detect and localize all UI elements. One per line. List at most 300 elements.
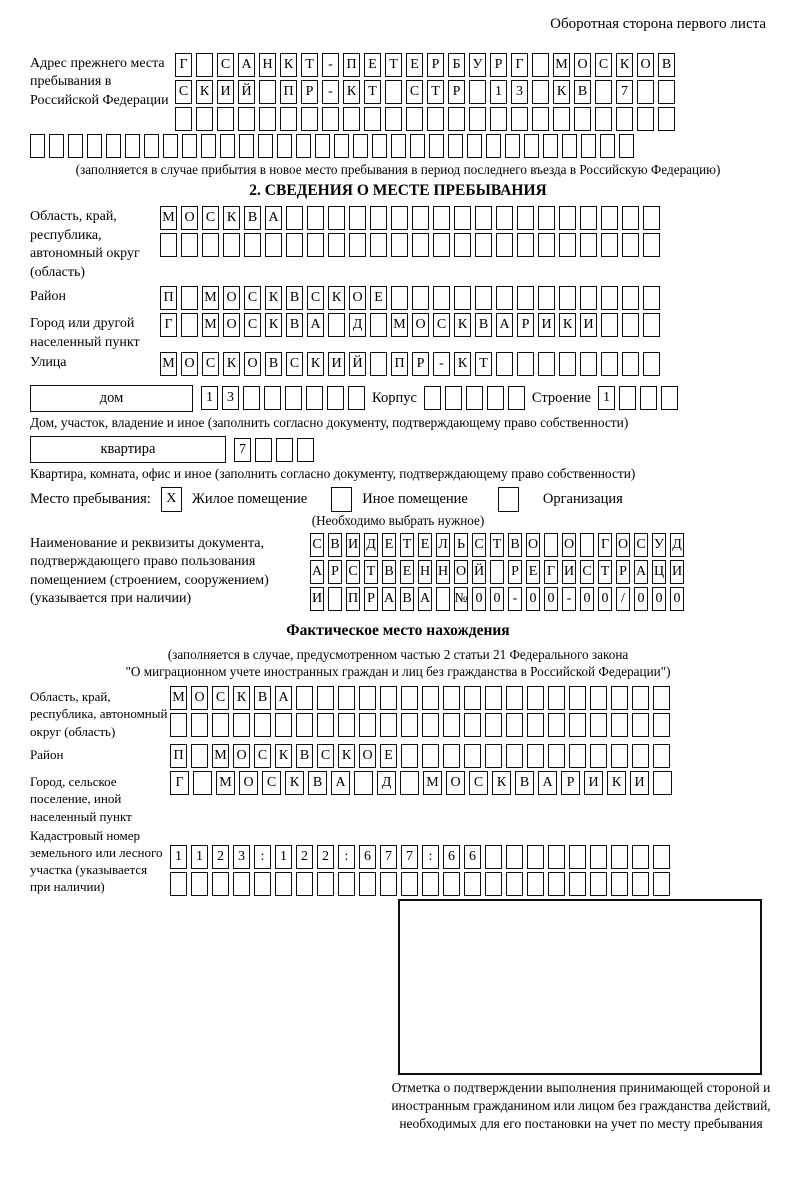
char-cell[interactable] <box>370 233 387 257</box>
char-cell[interactable]: С <box>286 352 303 376</box>
char-cell[interactable] <box>315 134 330 158</box>
char-cell[interactable]: В <box>254 686 271 710</box>
char-cell[interactable]: К <box>492 771 511 795</box>
char-cell[interactable]: 1 <box>598 386 615 410</box>
char-cell[interactable] <box>622 233 639 257</box>
char-cell[interactable]: 0 <box>544 587 558 611</box>
char-cell[interactable]: Л <box>436 533 450 557</box>
char-cell[interactable] <box>653 686 670 710</box>
char-cell[interactable]: 6 <box>443 845 460 869</box>
char-cell[interactable] <box>632 872 649 896</box>
char-cell[interactable] <box>590 686 607 710</box>
char-cell[interactable]: Т <box>475 352 492 376</box>
char-cell[interactable] <box>258 134 273 158</box>
char-cell[interactable]: Г <box>170 771 189 795</box>
char-cell[interactable] <box>443 872 460 896</box>
char-cell[interactable]: Р <box>448 80 465 104</box>
char-cell[interactable]: - <box>322 53 339 77</box>
char-cell[interactable] <box>632 713 649 737</box>
char-cell[interactable] <box>307 206 324 230</box>
char-cell[interactable] <box>653 845 670 869</box>
char-cell[interactable] <box>400 771 419 795</box>
char-cell[interactable]: 3 <box>511 80 528 104</box>
char-cell[interactable]: / <box>616 587 630 611</box>
char-cell[interactable] <box>532 80 549 104</box>
char-cell[interactable]: 6 <box>359 845 376 869</box>
char-cell[interactable] <box>433 233 450 257</box>
char-cell[interactable]: К <box>275 744 292 768</box>
char-cell[interactable] <box>359 872 376 896</box>
char-cell[interactable]: С <box>254 744 271 768</box>
char-cell[interactable]: К <box>265 313 282 337</box>
char-cell[interactable] <box>643 286 660 310</box>
char-cell[interactable] <box>306 386 323 410</box>
char-cell[interactable]: - <box>508 587 522 611</box>
char-cell[interactable] <box>485 845 502 869</box>
char-cell[interactable] <box>469 80 486 104</box>
char-cell[interactable] <box>380 872 397 896</box>
char-cell[interactable] <box>538 233 555 257</box>
char-cell[interactable] <box>191 713 208 737</box>
char-cell[interactable] <box>517 286 534 310</box>
char-cell[interactable] <box>622 352 639 376</box>
char-cell[interactable] <box>580 533 594 557</box>
char-cell[interactable] <box>301 107 318 131</box>
char-cell[interactable]: В <box>382 560 396 584</box>
char-cell[interactable] <box>569 845 586 869</box>
char-cell[interactable] <box>590 845 607 869</box>
char-cell[interactable] <box>653 771 672 795</box>
char-cell[interactable] <box>581 134 596 158</box>
char-cell[interactable] <box>170 872 187 896</box>
char-cell[interactable] <box>254 713 271 737</box>
char-cell[interactable]: А <box>307 313 324 337</box>
char-cell[interactable] <box>643 313 660 337</box>
char-cell[interactable]: М <box>423 771 442 795</box>
char-cell[interactable]: Г <box>160 313 177 337</box>
checkbox-other-premises[interactable] <box>331 487 352 512</box>
char-cell[interactable]: Т <box>598 560 612 584</box>
char-cell[interactable]: М <box>202 313 219 337</box>
char-cell[interactable] <box>601 233 618 257</box>
char-cell[interactable]: Д <box>670 533 684 557</box>
char-cell[interactable] <box>595 107 612 131</box>
char-cell[interactable] <box>196 107 213 131</box>
char-cell[interactable] <box>485 744 502 768</box>
checkbox-residential[interactable]: X <box>161 487 182 512</box>
char-cell[interactable] <box>619 386 636 410</box>
char-cell[interactable]: С <box>217 53 234 77</box>
char-cell[interactable]: С <box>472 533 486 557</box>
char-cell[interactable] <box>191 872 208 896</box>
char-cell[interactable]: В <box>475 313 492 337</box>
char-cell[interactable] <box>595 80 612 104</box>
char-cell[interactable] <box>653 713 670 737</box>
char-cell[interactable]: Т <box>364 560 378 584</box>
char-cell[interactable]: А <box>331 771 350 795</box>
char-cell[interactable] <box>454 206 471 230</box>
char-cell[interactable]: П <box>343 53 360 77</box>
char-cell[interactable]: С <box>595 53 612 77</box>
char-cell[interactable]: Т <box>301 53 318 77</box>
char-cell[interactable] <box>448 134 463 158</box>
char-cell[interactable] <box>517 206 534 230</box>
char-cell[interactable]: О <box>526 533 540 557</box>
char-cell[interactable] <box>653 872 670 896</box>
char-cell[interactable] <box>464 872 481 896</box>
char-cell[interactable]: М <box>212 744 229 768</box>
char-cell[interactable] <box>562 134 577 158</box>
char-cell[interactable] <box>464 713 481 737</box>
char-cell[interactable] <box>559 233 576 257</box>
char-cell[interactable]: О <box>616 533 630 557</box>
char-cell[interactable] <box>653 744 670 768</box>
char-cell[interactable]: И <box>328 352 345 376</box>
char-cell[interactable] <box>658 80 675 104</box>
char-cell[interactable] <box>49 134 64 158</box>
char-cell[interactable]: А <box>418 587 432 611</box>
char-cell[interactable]: Г <box>511 53 528 77</box>
char-cell[interactable]: П <box>280 80 297 104</box>
char-cell[interactable]: В <box>296 744 313 768</box>
char-cell[interactable]: 0 <box>472 587 486 611</box>
char-cell[interactable]: П <box>346 587 360 611</box>
char-cell[interactable]: С <box>244 286 261 310</box>
char-cell[interactable] <box>517 352 534 376</box>
char-cell[interactable] <box>280 107 297 131</box>
char-cell[interactable]: Т <box>400 533 414 557</box>
char-cell[interactable] <box>238 107 255 131</box>
char-cell[interactable]: Р <box>427 53 444 77</box>
char-cell[interactable] <box>349 206 366 230</box>
char-cell[interactable]: Р <box>301 80 318 104</box>
char-cell[interactable]: 0 <box>526 587 540 611</box>
char-cell[interactable]: 1 <box>490 80 507 104</box>
char-cell[interactable] <box>619 134 634 158</box>
char-cell[interactable] <box>532 107 549 131</box>
char-cell[interactable] <box>527 872 544 896</box>
char-cell[interactable] <box>163 134 178 158</box>
char-cell[interactable] <box>370 206 387 230</box>
char-cell[interactable] <box>144 134 159 158</box>
char-cell[interactable] <box>406 107 423 131</box>
char-cell[interactable] <box>338 686 355 710</box>
char-cell[interactable] <box>429 134 444 158</box>
char-cell[interactable] <box>328 587 342 611</box>
char-cell[interactable]: О <box>574 53 591 77</box>
char-cell[interactable] <box>496 352 513 376</box>
char-cell[interactable]: - <box>562 587 576 611</box>
char-cell[interactable] <box>559 206 576 230</box>
char-cell[interactable] <box>286 233 303 257</box>
char-cell[interactable] <box>338 713 355 737</box>
char-cell[interactable]: В <box>515 771 534 795</box>
char-cell[interactable]: Г <box>175 53 192 77</box>
char-cell[interactable]: Й <box>238 80 255 104</box>
char-cell[interactable]: С <box>406 80 423 104</box>
char-cell[interactable]: - <box>322 80 339 104</box>
char-cell[interactable] <box>233 713 250 737</box>
char-cell[interactable] <box>182 134 197 158</box>
char-cell[interactable] <box>640 386 657 410</box>
char-cell[interactable]: 0 <box>670 587 684 611</box>
char-cell[interactable]: В <box>658 53 675 77</box>
char-cell[interactable] <box>548 744 565 768</box>
char-cell[interactable]: О <box>349 286 366 310</box>
char-cell[interactable]: К <box>328 286 345 310</box>
char-cell[interactable] <box>353 134 368 158</box>
char-cell[interactable] <box>632 845 649 869</box>
char-cell[interactable]: Й <box>349 352 366 376</box>
char-cell[interactable]: Б <box>448 53 465 77</box>
char-cell[interactable] <box>658 107 675 131</box>
char-cell[interactable] <box>445 386 462 410</box>
char-cell[interactable] <box>343 107 360 131</box>
char-cell[interactable]: О <box>446 771 465 795</box>
char-cell[interactable] <box>600 134 615 158</box>
char-cell[interactable] <box>372 134 387 158</box>
char-cell[interactable]: А <box>634 560 648 584</box>
char-cell[interactable] <box>349 233 366 257</box>
char-cell[interactable]: С <box>433 313 450 337</box>
char-cell[interactable]: И <box>630 771 649 795</box>
char-cell[interactable] <box>466 386 483 410</box>
char-cell[interactable]: О <box>244 352 261 376</box>
char-cell[interactable]: О <box>239 771 258 795</box>
char-cell[interactable] <box>285 386 302 410</box>
char-cell[interactable]: А <box>538 771 557 795</box>
char-cell[interactable]: Р <box>561 771 580 795</box>
char-cell[interactable]: К <box>607 771 626 795</box>
char-cell[interactable]: В <box>328 533 342 557</box>
char-cell[interactable] <box>254 872 271 896</box>
char-cell[interactable] <box>637 80 654 104</box>
char-cell[interactable]: В <box>286 286 303 310</box>
char-cell[interactable] <box>334 134 349 158</box>
char-cell[interactable]: М <box>553 53 570 77</box>
char-cell[interactable] <box>496 233 513 257</box>
char-cell[interactable] <box>574 107 591 131</box>
char-cell[interactable] <box>317 713 334 737</box>
char-cell[interactable] <box>328 233 345 257</box>
char-cell[interactable] <box>410 134 425 158</box>
char-cell[interactable]: Р <box>616 560 630 584</box>
char-cell[interactable]: Д <box>364 533 378 557</box>
char-cell[interactable] <box>317 686 334 710</box>
char-cell[interactable] <box>424 386 441 410</box>
char-cell[interactable]: С <box>212 686 229 710</box>
char-cell[interactable] <box>543 134 558 158</box>
char-cell[interactable]: И <box>310 587 324 611</box>
char-cell[interactable] <box>448 107 465 131</box>
char-cell[interactable] <box>538 206 555 230</box>
char-cell[interactable] <box>506 713 523 737</box>
char-cell[interactable]: А <box>496 313 513 337</box>
char-cell[interactable] <box>506 744 523 768</box>
char-cell[interactable]: К <box>454 313 471 337</box>
char-cell[interactable]: С <box>202 206 219 230</box>
char-cell[interactable] <box>643 352 660 376</box>
char-cell[interactable] <box>506 686 523 710</box>
char-cell[interactable] <box>259 107 276 131</box>
char-cell[interactable] <box>359 686 376 710</box>
char-cell[interactable] <box>454 286 471 310</box>
char-cell[interactable]: Р <box>517 313 534 337</box>
char-cell[interactable]: К <box>307 352 324 376</box>
char-cell[interactable] <box>181 286 198 310</box>
char-cell[interactable] <box>485 686 502 710</box>
char-cell[interactable]: М <box>216 771 235 795</box>
char-cell[interactable] <box>243 386 260 410</box>
char-cell[interactable] <box>485 713 502 737</box>
char-cell[interactable] <box>611 713 628 737</box>
char-cell[interactable]: В <box>400 587 414 611</box>
char-cell[interactable]: Д <box>377 771 396 795</box>
char-cell[interactable] <box>170 713 187 737</box>
char-cell[interactable]: А <box>275 686 292 710</box>
char-cell[interactable] <box>401 686 418 710</box>
char-cell[interactable]: 1 <box>170 845 187 869</box>
char-cell[interactable] <box>538 286 555 310</box>
char-cell[interactable] <box>354 771 373 795</box>
char-cell[interactable]: В <box>286 313 303 337</box>
char-cell[interactable] <box>505 134 520 158</box>
char-cell[interactable]: 7 <box>616 80 633 104</box>
char-cell[interactable]: Н <box>259 53 276 77</box>
char-cell[interactable] <box>202 233 219 257</box>
char-cell[interactable] <box>391 206 408 230</box>
char-cell[interactable] <box>632 686 649 710</box>
char-cell[interactable] <box>475 206 492 230</box>
char-cell[interactable] <box>616 107 633 131</box>
char-cell[interactable] <box>385 107 402 131</box>
char-cell[interactable] <box>328 206 345 230</box>
char-cell[interactable]: С <box>244 313 261 337</box>
char-cell[interactable]: К <box>616 53 633 77</box>
char-cell[interactable] <box>359 713 376 737</box>
char-cell[interactable] <box>611 686 628 710</box>
char-cell[interactable]: С <box>634 533 648 557</box>
char-cell[interactable] <box>496 206 513 230</box>
char-cell[interactable]: С <box>346 560 360 584</box>
char-cell[interactable] <box>68 134 83 158</box>
char-cell[interactable]: С <box>307 286 324 310</box>
char-cell[interactable]: А <box>238 53 255 77</box>
char-cell[interactable] <box>436 587 450 611</box>
char-cell[interactable]: К <box>338 744 355 768</box>
char-cell[interactable] <box>217 107 234 131</box>
char-cell[interactable] <box>191 744 208 768</box>
char-cell[interactable] <box>433 286 450 310</box>
char-cell[interactable]: Е <box>382 533 396 557</box>
char-cell[interactable]: А <box>382 587 396 611</box>
char-cell[interactable] <box>532 53 549 77</box>
char-cell[interactable] <box>601 286 618 310</box>
char-cell[interactable]: 0 <box>580 587 594 611</box>
char-cell[interactable] <box>580 352 597 376</box>
char-cell[interactable] <box>559 352 576 376</box>
char-cell[interactable]: К <box>343 80 360 104</box>
char-cell[interactable]: М <box>170 686 187 710</box>
char-cell[interactable] <box>401 872 418 896</box>
char-cell[interactable]: В <box>265 352 282 376</box>
char-cell[interactable] <box>469 107 486 131</box>
char-cell[interactable] <box>517 233 534 257</box>
char-cell[interactable]: И <box>584 771 603 795</box>
char-cell[interactable] <box>454 233 471 257</box>
char-cell[interactable] <box>569 872 586 896</box>
char-cell[interactable] <box>569 686 586 710</box>
char-cell[interactable] <box>486 134 501 158</box>
char-cell[interactable] <box>506 845 523 869</box>
char-cell[interactable] <box>276 438 293 462</box>
char-cell[interactable] <box>475 233 492 257</box>
char-cell[interactable] <box>275 713 292 737</box>
char-cell[interactable]: С <box>310 533 324 557</box>
char-cell[interactable] <box>255 438 272 462</box>
char-cell[interactable] <box>391 233 408 257</box>
char-cell[interactable] <box>427 107 444 131</box>
char-cell[interactable]: Р <box>508 560 522 584</box>
char-cell[interactable] <box>508 386 525 410</box>
char-cell[interactable] <box>296 686 313 710</box>
char-cell[interactable]: В <box>308 771 327 795</box>
char-cell[interactable]: П <box>160 286 177 310</box>
char-cell[interactable]: - <box>433 352 450 376</box>
checkbox-organization[interactable] <box>498 487 519 512</box>
char-cell[interactable] <box>338 872 355 896</box>
char-cell[interactable]: № <box>454 587 468 611</box>
char-cell[interactable] <box>348 386 365 410</box>
char-cell[interactable] <box>370 352 387 376</box>
char-cell[interactable]: А <box>265 206 282 230</box>
char-cell[interactable]: Н <box>418 560 432 584</box>
char-cell[interactable]: 2 <box>317 845 334 869</box>
char-cell[interactable] <box>601 352 618 376</box>
char-cell[interactable] <box>322 107 339 131</box>
char-cell[interactable]: Д <box>349 313 366 337</box>
char-cell[interactable] <box>511 107 528 131</box>
char-cell[interactable]: М <box>202 286 219 310</box>
char-cell[interactable] <box>370 313 387 337</box>
char-cell[interactable] <box>590 872 607 896</box>
char-cell[interactable]: 7 <box>380 845 397 869</box>
char-cell[interactable]: С <box>262 771 281 795</box>
char-cell[interactable] <box>527 686 544 710</box>
char-cell[interactable]: В <box>508 533 522 557</box>
char-cell[interactable]: К <box>553 80 570 104</box>
char-cell[interactable] <box>297 438 314 462</box>
char-cell[interactable] <box>559 286 576 310</box>
char-cell[interactable]: Н <box>436 560 450 584</box>
char-cell[interactable]: В <box>574 80 591 104</box>
char-cell[interactable] <box>553 107 570 131</box>
char-cell[interactable] <box>412 233 429 257</box>
char-cell[interactable] <box>317 872 334 896</box>
char-cell[interactable]: О <box>359 744 376 768</box>
char-cell[interactable]: 3 <box>233 845 250 869</box>
char-cell[interactable]: 1 <box>201 386 218 410</box>
char-cell[interactable] <box>548 872 565 896</box>
char-cell[interactable]: С <box>317 744 334 768</box>
char-cell[interactable] <box>569 713 586 737</box>
char-cell[interactable]: Ь <box>454 533 468 557</box>
char-cell[interactable]: П <box>170 744 187 768</box>
char-cell[interactable] <box>622 286 639 310</box>
char-cell[interactable]: С <box>469 771 488 795</box>
char-cell[interactable] <box>259 80 276 104</box>
char-cell[interactable] <box>538 352 555 376</box>
